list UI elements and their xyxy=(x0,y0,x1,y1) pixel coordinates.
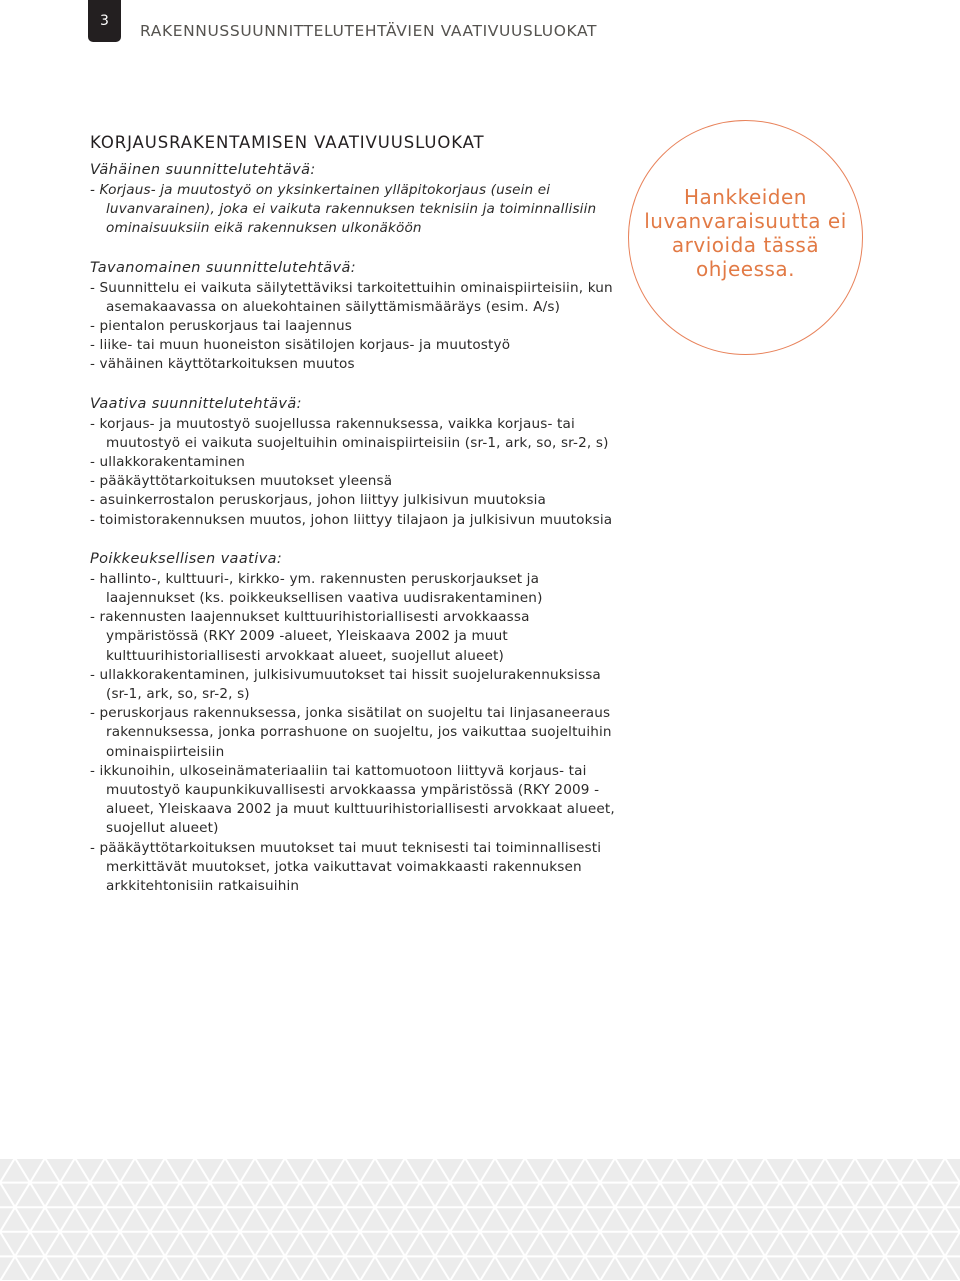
section-heading: Poikkeuksellisen vaativa: xyxy=(90,550,283,567)
page-number-badge xyxy=(88,0,121,42)
section-heading: Vähäinen suunnittelutehtävä: xyxy=(90,162,316,178)
decorative-triangle-pattern xyxy=(0,1158,960,1281)
list-item: - liike- tai muun huoneiston sisätilojen korjaus- ja muutostyö xyxy=(90,337,511,354)
page-title: KORJAUSRAKENTAMISEN VAATIVUUSLUOKAT xyxy=(90,133,485,152)
list-item: - hallinto-, kulttuuri-, kirkko- ym. rakennusten peruskorjaukset ja laajennukset (ks. poikkeuksellisen vaativa uudisrakentaminen) xyxy=(90,570,543,607)
callout-text: Hankkeiden luvanvaraisuutta ei arvioida tässä ohjeessa. xyxy=(644,184,847,281)
list-item: - pääkäyttötarkoituksen muutokset tai muut teknisesti tai toiminnallisesti merkittävät muutokset, jotka vaikuttavat voimakkaasti rakennuksen arkkitehtonisiin ratkaisuihin xyxy=(90,839,602,895)
list-item: - peruskorjaus rakennuksessa, jonka sisätilat on suojeltu tai linjasaneeraus rakennuksessa, jonka porrashuone on suojeltu, jos vaikuttaa suojeltuihin ominaispiirteisiin xyxy=(90,705,612,760)
list-item: - Suunnittelu ei vaikuta säilytettäviksi tarkoitettuihin ominaispiirteisiin, kun asemakaavassa on aluekohtainen säilyttämismääräys (esim. A/s) xyxy=(90,279,613,315)
list-item: - ullakkorakentaminen xyxy=(90,454,246,471)
main-content xyxy=(90,131,615,914)
list-item: - pääkäyttötarkoituksen muutokset yleensä xyxy=(90,473,393,490)
list-item: - asuinkerrostalon peruskorjaus, johon liittyy julkisivun muutoksia xyxy=(90,492,547,509)
list-item: - pientalon peruskorjaus tai laajennus xyxy=(90,318,352,335)
section-vahainen xyxy=(90,159,615,239)
list-item: - ikkunoihin, ulkoseinämateriaaliin tai kattomuotoon liittyvä korjaus- tai muutostyö kaupunkikuvallisesti arvokkaassa ympäristössä (RKY 2009 -alueet, Yleiskaava 2002 ja muut kulttuurihistoriallisesti arvokkaat alueet, suojellut alueet) xyxy=(90,762,615,837)
running-header-title: RAKENNUSSUUNNITTELUTEHTÄVIEN VAATIVUUSLUOKAT xyxy=(140,22,598,40)
callout-circle xyxy=(628,120,863,355)
list-item: - rakennusten laajennukset kulttuurihistoriallisesti arvokkaassa ympäristössä (RKY 2009 -alueet, Yleiskaava 2002 ja muut kulttuurihistoriallisesti arvokkaat alueet, suojellut alueet) xyxy=(90,609,530,664)
section-poikkeuksellisen-vaativa xyxy=(90,548,615,896)
pattern-background xyxy=(0,1158,960,1281)
section-tavanomainen xyxy=(90,257,615,375)
page-number: 3 xyxy=(100,13,109,29)
list-item: - korjaus- ja muutostyö suojellussa rakennuksessa, vaikka korjaus- tai muutostyö ei vaikuta suojeltuihin ominaispiirteisiin (sr-1, ark, so, sr-2, s) xyxy=(90,415,609,451)
list-item: - ullakkorakentaminen, julkisivumuutokset tai hissit suojelurakennuksissa (sr-1, ark, so, sr-2, s) xyxy=(90,666,601,703)
list-item: - toimistorakennuksen muutos, johon liittyy tilajaon ja julkisivun muutoksia xyxy=(90,511,613,528)
list-item: - Korjaus- ja muutostyö on yksinkertainen ylläpitokorjaus (usein ei luvanvarainen), joka ei vaikuta rakennuksen teknisiin ja toiminnallisiin ominaisuuksiin eikä rakennuksen ulkonäköön xyxy=(90,182,597,237)
section-heading: Tavanomainen suunnittelutehtävä: xyxy=(90,259,357,276)
list-item: - vähäinen käyttötarkoituksen muutos xyxy=(90,356,355,373)
section-vaativa xyxy=(90,393,615,530)
section-heading: Vaativa suunnittelutehtävä: xyxy=(90,395,302,412)
